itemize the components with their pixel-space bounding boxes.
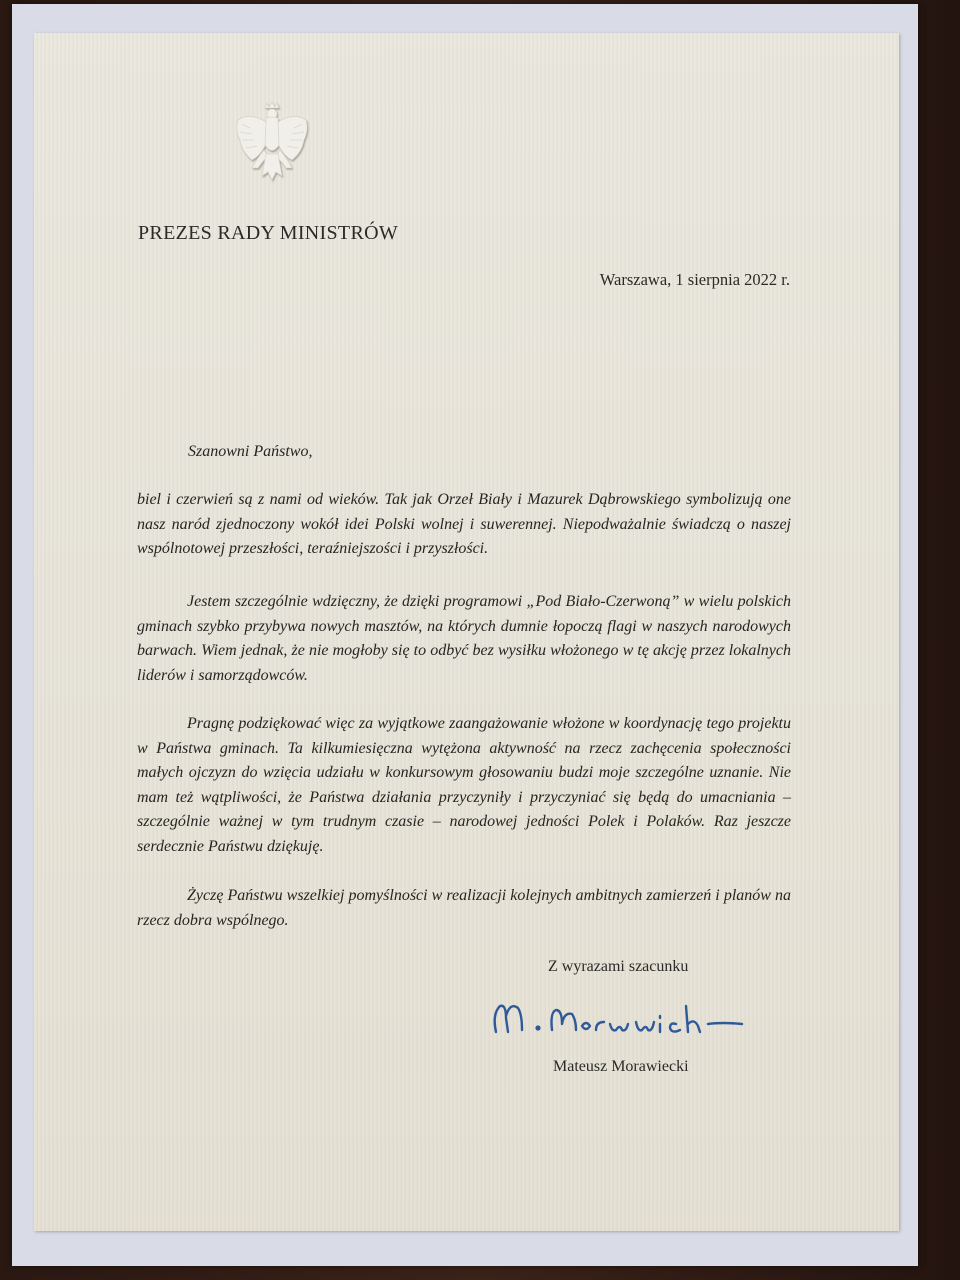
letterhead-office: PREZES RADY MINISTRÓW — [138, 222, 399, 244]
salutation: Szanowni Państwo, — [188, 443, 313, 460]
paragraph-3: Pragnę podziękować więc za wyjątkowe zaangażowanie włożone w koordynację tego projektu w Państwa gminach. Ta kilkumiesięczna wytężona aktywność na rzecz zachęcenia społeczności małych ojczyzn do wzięcia udziału w konkursowym głosowaniu budzi moje szczególne uznanie. Nie mam też wątpliwości, że Państwa działania przyczyniły i przyczyniać się będą do umacniania – szczególnie ważnej w tym trudnym czasie – narodowej jedności Polek i Polaków. Raz jeszcze serdecznie Państwu dziękuję. — [137, 715, 791, 855]
date-line: Warszawa, 1 sierpnia 2022 r. — [599, 270, 790, 289]
paragraph-4: Życzę Państwu wszelkiej pomyślności w realizacji kolejnych ambitnych zamierzeń i planów na rzecz dobra wspólnego. — [137, 887, 791, 929]
closing-line: Z wyrazami szacunku — [548, 958, 689, 975]
paragraph-1: biel i czerwień są z nami od wieków. Tak jak Orzeł Biały i Mazurek Dąbrowskiego symbolizują one nasz naród zjednoczony wokół idei Polski wolnej i suwerennej. Niepodważalnie świadczą o naszej wspólnotowej przeszłości, teraźniejszości i przyszłości. — [137, 491, 791, 557]
handwritten-signature — [486, 994, 756, 1044]
white-eagle-emblem-icon — [222, 100, 322, 200]
signer-name: Mateusz Morawiecki — [553, 1058, 689, 1075]
paragraph-2: Jestem szczególnie wdzięczny, że dzięki programowi „Pod Biało-Czerwoną” w wielu polskich gminach szybko przybywa nowych masztów, na których dumnie łopoczą flagi w naszych narodowych barwach. Wiem jednak, że nie mogłoby się to odbyć bez wysiłku włożonego w tę akcję przez lokalnych liderów i samorządowców. — [137, 593, 791, 684]
